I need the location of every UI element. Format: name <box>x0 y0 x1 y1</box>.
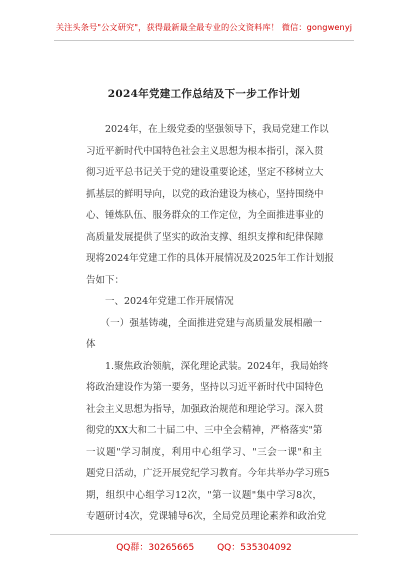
footer-qq: QQ：535304092 <box>217 543 292 553</box>
body-line: 告如下： <box>86 274 125 286</box>
document-title: 2024年党建工作总结及下一步工作计划 <box>107 88 301 100</box>
body-line: 2024年，在上级党委的坚强领导下，我局党建工作以 <box>86 124 329 135</box>
body-line: 社会主义思想为指导，加强政治规范和理论学习。深入贯 <box>86 403 324 415</box>
body-line: 专题研讨4次，党课辅导6次，全局党员理论素养和政治党 <box>86 511 327 522</box>
body-line: 一议题"学习制度，利用中心组学习、"三会一课"和主 <box>86 446 322 458</box>
header-promo-banner: 关注头条号"公文研究"，获得最新最全最专业的公文资料库！ 微信：gongwenyj <box>55 22 353 32</box>
document-body <box>86 119 334 528</box>
body-line: 心、锤炼队伍、服务群众的工作定位，为全面推进事业的 <box>86 210 324 221</box>
body-line: 彻习近平总书记关于党的建设重要论述，坚定不移树立大 <box>86 167 324 178</box>
body-line: 习近平新时代中国特色社会主义思想为根本指引，深入贯 <box>86 145 324 157</box>
footer-divider <box>50 534 358 535</box>
body-line: 题党日活动，广泛开展党纪学习教育。今年共举办学习班5 <box>86 468 330 479</box>
body-line: 1.聚焦政治领航，深化理论武装。2024年，我局始终 <box>86 360 329 372</box>
section-heading: 一、2024年党建工作开展情况 <box>86 296 234 307</box>
subsection-heading-cont: 体 <box>86 339 96 350</box>
body-line: 高质量发展提供了坚实的政治支撑、组织支撑和纪律保障 <box>86 231 324 243</box>
body-line: 期，组织中心组学习12次，"第一议题"集中学习8次， <box>86 489 322 501</box>
body-line: 抓基层的鲜明导向，以党的政治建设为核心，坚持围绕中 <box>86 188 324 200</box>
subsection-heading: （一）强基铸魂，全面推进党建与高质量发展相融一 <box>86 317 322 329</box>
footer-qq-group: QQ群：30265665 <box>116 543 195 553</box>
body-line: 将政治建设作为第一要务，坚持以习近平新时代中国特色 <box>86 382 324 393</box>
body-line: 现将2024年党建工作的具体开展情况及2025年工作计划报 <box>86 253 334 264</box>
body-line: 彻党的XX大和二十届二中、三中全会精神，严格落实"第 <box>86 425 323 436</box>
header-divider <box>54 40 354 41</box>
footer-contact <box>0 540 408 553</box>
